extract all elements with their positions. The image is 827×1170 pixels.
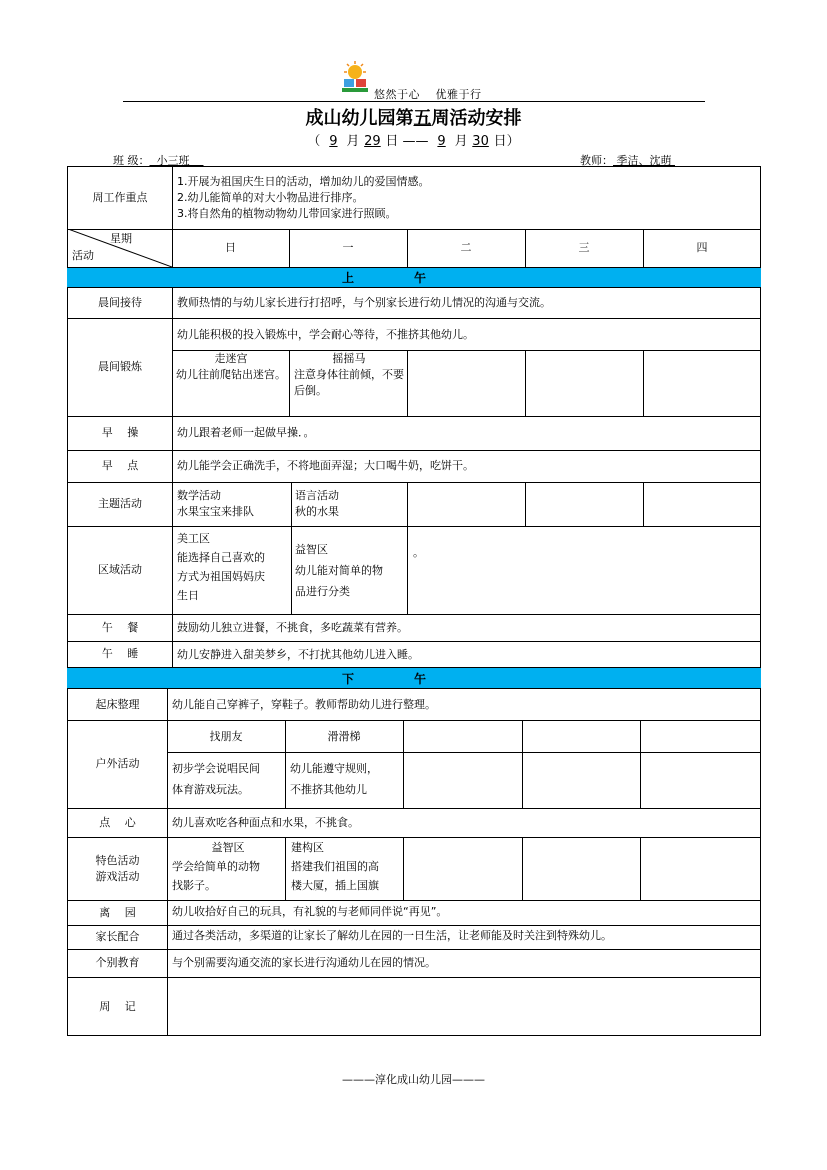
am-band: 上午 (67, 267, 761, 288)
page-title: 成山幼儿园第五周活动安排 (305, 108, 522, 129)
exercise-game-2: 摇摇马 注意身体往前倾，不要后倒。 (294, 352, 404, 397)
exercise-game-1: 走迷宫 幼儿往前爬钻出迷宫。 (176, 352, 286, 381)
activity-corner-label: 活动 (72, 249, 94, 262)
day-wed: 三 (578, 241, 590, 254)
row-label-lunch: 午 餐 (101, 620, 139, 634)
parents-text: 通过各类活动，多渠道的让家长了解幼儿在园的一日生活，让老师能及时关注到特殊幼儿。 (172, 929, 612, 942)
pm-band: 下午 (67, 667, 761, 689)
row-label-individual: 个别教育 (95, 956, 140, 969)
focus-label: 周工作重点 (92, 191, 148, 204)
row-label-wakeup: 起床整理 (95, 697, 140, 711)
row-label-theme: 主题活动 (98, 497, 142, 510)
focus-item: 1.开展为祖国庆生日的活动，增加幼儿的爱国情感。 (177, 175, 430, 188)
morning-exercise-text: 幼儿能积极的投入锻炼中，学会耐心等待，不推挤其他幼儿。 (177, 328, 474, 341)
snack-am-text: 幼儿能学会正确洗手，不将地面弄湿；大口喝牛奶，吃饼干。 (177, 459, 474, 472)
kindergarten-logo (338, 60, 372, 94)
special-activity-2: 建构区 搭建我们祖国的高 楼大厦，插上国旗 (291, 841, 379, 892)
snack-pm-text: 幼儿喜欢吃各种面点和水果，不挑食。 (172, 816, 359, 829)
outdoor-game-1-desc: 初步学会说唱民间 体育游戏玩法。 (172, 762, 260, 796)
row-label-morning-greet: 晨间接待 (98, 296, 142, 309)
row-label-drill: 早 操 (101, 426, 139, 439)
day-mon: 一 (342, 241, 354, 254)
area-activity-1: 美工区 能选择自己喜欢的 方式为祖国妈妈庆 生日 (177, 532, 265, 602)
row-label-snack-am: 早 点 (101, 459, 139, 472)
row-label-notes: 周 记 (99, 999, 136, 1013)
day-thu: 四 (696, 241, 708, 254)
theme-activity-2: 语言活动 秋的水果 (295, 489, 339, 518)
focus-item: 3.将自然角的植物动物幼儿带回家进行照顾。 (177, 207, 397, 220)
row-label-area: 区域活动 (98, 563, 142, 576)
header-rule (123, 101, 705, 102)
class-info: 班 级： 小三班 (113, 154, 204, 167)
row-label-outdoor: 户外活动 (95, 757, 140, 770)
row-label-nap: 午 睡 (101, 647, 139, 660)
date-range: （ 9 月 29 日 —— 9 月 30 日） (307, 134, 520, 149)
area-activity-2: 益智区 幼儿能对简单的物 品进行分类 (295, 543, 383, 598)
row-label-special: 特色活动 游戏活动 (95, 853, 140, 883)
nap-text: 幼儿安静进入甜美梦乡，不打扰其他幼儿进入睡。 (177, 648, 419, 661)
row-label-leave: 离 园 (99, 905, 136, 919)
day-tue: 二 (460, 241, 472, 254)
area-activity-3: 。 (413, 546, 424, 559)
row-label-parents: 家长配合 (95, 930, 140, 943)
week-corner-label: 星期 (110, 232, 132, 245)
teacher-info: 教师： 季洁、沈萌 (580, 154, 675, 167)
outdoor-game-1-title: 找朋友 (209, 729, 243, 743)
day-sun: 日 (225, 241, 236, 254)
wakeup-text: 幼儿能自己穿裤子，穿鞋子。教师帮助幼儿进行整理。 (172, 698, 436, 711)
week-number: 五 (413, 108, 432, 129)
focus-list (177, 174, 757, 222)
outdoor-game-2-desc: 幼儿能遵守规则， 不推挤其他幼儿 (290, 762, 378, 796)
special-activity-1: 益智区 学会给简单的动物 找影子。 (172, 841, 260, 892)
individual-text: 与个别需要沟通交流的家长进行沟通幼儿在园的情况。 (172, 956, 436, 969)
morning-greet-text: 教师热情的与幼儿家长进行打招呼，与个别家长进行幼儿情况的沟通与交流。 (177, 296, 551, 309)
drill-text: 幼儿跟着老师一起做早操．。 (177, 426, 315, 439)
row-label-morning-exercise: 晨间锻炼 (98, 360, 142, 373)
motto: 悠然于心 优雅于行 (374, 88, 482, 101)
theme-activity-1: 数学活动 水果宝宝来排队 (177, 489, 254, 518)
lunch-text: 鼓励幼儿独立进餐，不挑食，多吃蔬菜有营养。 (177, 621, 408, 634)
focus-item: 2.幼儿能简单的对大小物品进行排序。 (177, 191, 364, 204)
row-label-snack-pm: 点 心 (99, 815, 136, 829)
leave-text: 幼儿收拾好自己的玩具，有礼貌的与老师同伴说“再见”。 (172, 905, 448, 918)
footer: ———淳化成山幼儿园——— (342, 1073, 485, 1086)
outdoor-game-2-title: 滑滑梯 (327, 729, 361, 743)
